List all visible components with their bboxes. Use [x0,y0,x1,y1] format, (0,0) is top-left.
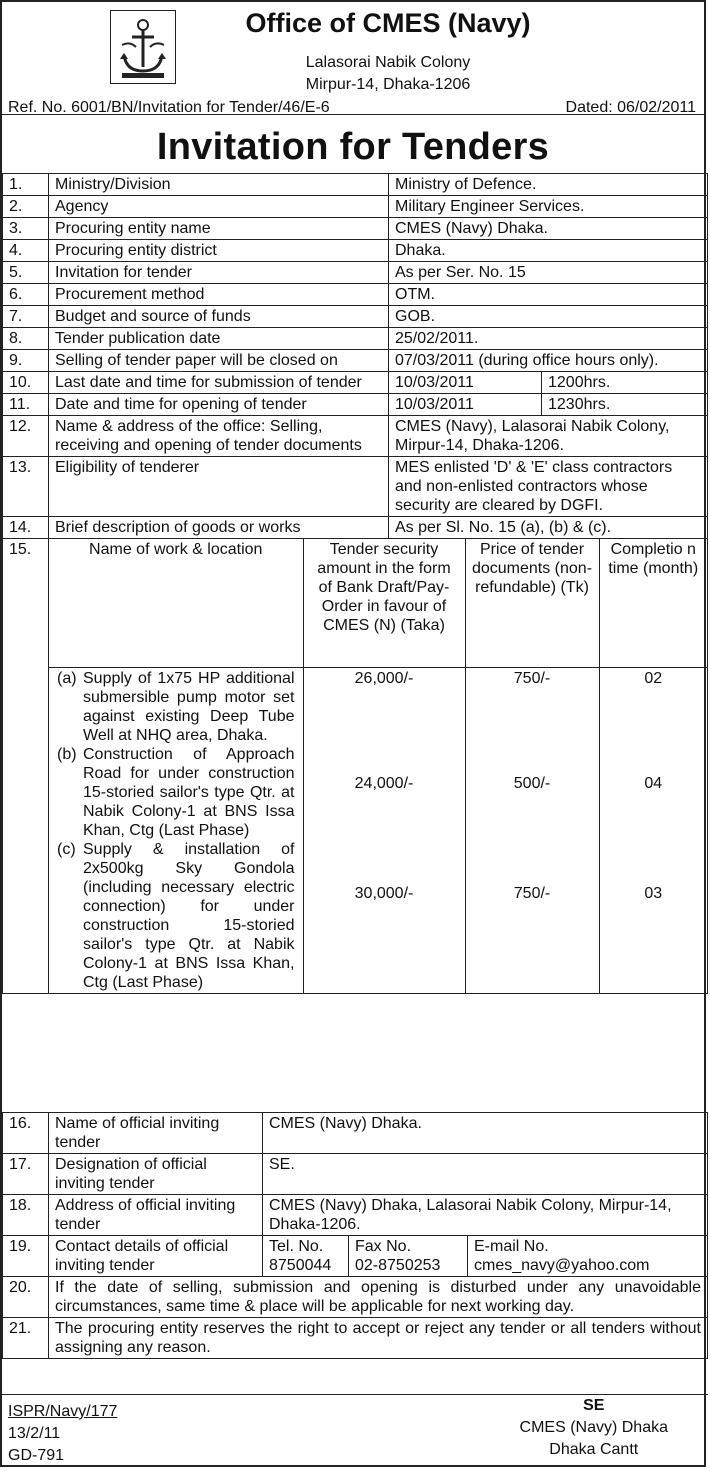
reference-number: Ref. No. 6001/BN/Invitation for Tender/46/E-6 [8,99,330,116]
row-label: Designation of official inviting tender [49,1154,263,1195]
row-value: 07/03/2011 (during office hours only). [389,350,708,372]
work-item-desc: Construction of Approach Road for under construction 15-storied sailor's type Qtr. at Nabik Colony-1 at BNS Issa Khan, Ctg (Last Phase) [83,745,295,839]
works-time [599,667,707,993]
work-item-id: (c) [57,840,76,858]
note-row [3,1318,708,1359]
row-number: 3. [3,218,49,240]
table-row [3,1195,708,1236]
table-row [3,196,708,218]
row-number: 9. [3,350,49,372]
email-label: E-mail No. [474,1238,549,1255]
ispr-number: ISPR/Navy/177 [8,1403,118,1420]
work-item [57,669,295,745]
notice-header [2,2,704,115]
work-security: 26,000/- [354,669,414,687]
table-row [3,394,708,416]
table-row [3,350,708,372]
notice-footer [2,1394,708,1470]
row-number: 15. [3,539,49,994]
row-value: SE. [263,1154,708,1195]
row-label: Agency [49,196,389,218]
table-row [3,457,708,517]
signatory-office: CMES (Navy) Dhaka [519,1419,668,1436]
row-value: CMES (Navy) Dhaka. [389,218,708,240]
table-row [3,416,708,457]
row-value: MES enlisted 'D' & 'E' class contractors and non-enlisted contractors whose security are cleared by DGFI. [389,457,708,517]
fax-label: Fax No. [355,1238,412,1255]
table-row [3,372,708,394]
work-security: 24,000/- [354,774,414,792]
row-label: Selling of tender paper will be closed on [49,350,389,372]
note-row [3,1277,708,1318]
opening-time: 1230hrs. [548,396,611,413]
table-row [3,240,708,262]
signature-block [520,1395,668,1461]
row-label: Brief description of goods or works [49,517,389,539]
work-time: 03 [644,884,663,902]
row-label: Invitation for tender [49,262,389,284]
row-label: Procuring entity name [49,218,389,240]
row-number: 14. [3,517,49,539]
work-item [57,840,295,992]
submission-date: 10/03/2011 [389,372,542,393]
row-label: Tender publication date [49,328,389,350]
contact-row [3,1236,708,1277]
works-row [3,539,708,994]
work-security: 30,000/- [354,884,414,902]
row-label: Eligibility of tenderer [49,457,389,517]
row-label: Address of official inviting tender [49,1195,263,1236]
dated: Dated: 06/02/2011 [565,99,696,116]
gd-number: GD-791 [8,1447,65,1464]
row-label: Name & address of the office: Selling, receiving and opening of tender documents [49,416,389,457]
footer-left [8,1401,117,1467]
table-row [3,262,708,284]
signatory-title: SE [583,1397,605,1414]
row-value: As per Sl. No. 15 (a), (b) & (c). [389,517,708,539]
row-number: 21. [3,1318,49,1359]
works-table [49,539,707,993]
row-label: Budget and source of funds [49,306,389,328]
work-time: 04 [644,774,663,792]
row-number: 13. [3,457,49,517]
row-label: Last date and time for submission of tender [49,372,389,394]
works-security [303,667,465,993]
works-header-row [49,539,707,667]
opening-date: 10/03/2011 [389,394,542,415]
contact-cell [263,1236,708,1277]
row-value: CMES (Navy), Lalasorai Nabik Colony, Mirpur-14, Dhaka-1206. [389,416,708,457]
table-row [3,517,708,539]
col-header-security: Tender security amount in the form of Bank Draft/Pay-Order in favour of CMES (N) (Taka) [303,539,465,667]
office-address-line1: Lalasorai Nabik Colony [305,54,471,71]
row-number: 19. [3,1236,49,1277]
row-number: 6. [3,284,49,306]
row-number: 17. [3,1154,49,1195]
row-value: Military Engineer Services. [389,196,708,218]
works-body-row [49,667,707,993]
row-label: Contact details of official inviting tender [49,1236,263,1277]
row-label: Name of official inviting tender [49,1113,263,1154]
row-number: 12. [3,416,49,457]
table-row [3,328,708,350]
row-value: As per Ser. No. 15 [389,262,708,284]
office-address-line2: Mirpur-14, Dhaka-1206 [305,76,471,93]
document-title: Invitation for Tenders [156,126,550,168]
row-number: 11. [3,394,49,416]
work-price: 750/- [513,669,551,687]
work-time: 02 [644,669,663,687]
email-value: cmes_navy@yahoo.com [474,1257,650,1274]
tel-value: 8750044 [269,1257,332,1274]
works-descriptions [49,667,303,993]
tel-label: Tel. No. [269,1238,324,1255]
contact-fax [349,1236,468,1276]
col-header-work: Name of work & location [49,539,303,667]
row-number: 16. [3,1113,49,1154]
row-value: OTM. [389,284,708,306]
table-row [3,1154,708,1195]
table-row [3,306,708,328]
fax-value: 02-8750253 [355,1257,441,1274]
row-label: Ministry/Division [49,174,389,196]
col-header-price: Price of tender documents (non-refundable) (Tk) [465,539,599,667]
table-row [3,174,708,196]
work-price: 500/- [513,774,551,792]
work-price: 750/- [513,884,551,902]
row-number: 5. [3,262,49,284]
official-details-table [2,1112,708,1359]
work-item-desc: Supply of 1x75 HP additional submersible pump motor set against existing Deep Tube Well at NHQ area, Dhaka. [83,669,295,744]
row-value [389,394,708,416]
row-label: Procurement method [49,284,389,306]
row-value: Dhaka. [389,240,708,262]
note-text: The procuring entity reserves the right to accept or reject any tender or all tenders without assigning any reason. [49,1318,708,1359]
row-value: 25/02/2011. [389,328,708,350]
works-table-cell [49,539,708,994]
work-item-id: (a) [57,669,77,687]
row-number: 2. [3,196,49,218]
office-title: Office of CMES (Navy) [245,8,531,38]
contact-tel [263,1236,349,1276]
row-number: 18. [3,1195,49,1236]
contact-email [468,1236,708,1276]
work-item-desc: Supply & installation of 2x500kg Sky Gondola (including necessary electric connection) for under construction 15-storied sailor's type Qtr. at Nabik Colony-1 at BNS Issa Khan, Ctg (Last Phase) [83,840,295,991]
row-value: Ministry of Defence. [389,174,708,196]
tender-details-table [2,173,708,994]
works-price [465,667,599,993]
note-text: If the date of selling, submission and opening is disturbed under any unavoidable circumstances, same time & place will be applicable for next working day. [49,1277,708,1318]
row-value [389,372,708,394]
row-number: 7. [3,306,49,328]
row-value: CMES (Navy) Dhaka. [263,1113,708,1154]
row-number: 4. [3,240,49,262]
row-value: CMES (Navy) Dhaka, Lalasorai Nabik Colony, Mirpur-14, Dhaka-1206. [263,1195,708,1236]
row-number: 10. [3,372,49,394]
row-number: 20. [3,1277,49,1318]
work-item-id: (b) [57,745,77,763]
row-label: Date and time for opening of tender [49,394,389,416]
row-label: Procuring entity district [49,240,389,262]
signatory-location: Dhaka Cantt [549,1441,639,1458]
table-row [3,1113,708,1154]
work-item [57,745,295,840]
row-number: 8. [3,328,49,350]
row-value: GOB. [389,306,708,328]
col-header-completion: Completio n time (month) [599,539,707,667]
table-row [3,218,708,240]
row-number: 1. [3,174,49,196]
footer-date: 13/2/11 [8,1425,61,1442]
submission-time: 1200hrs. [548,374,611,391]
table-row [3,284,708,306]
